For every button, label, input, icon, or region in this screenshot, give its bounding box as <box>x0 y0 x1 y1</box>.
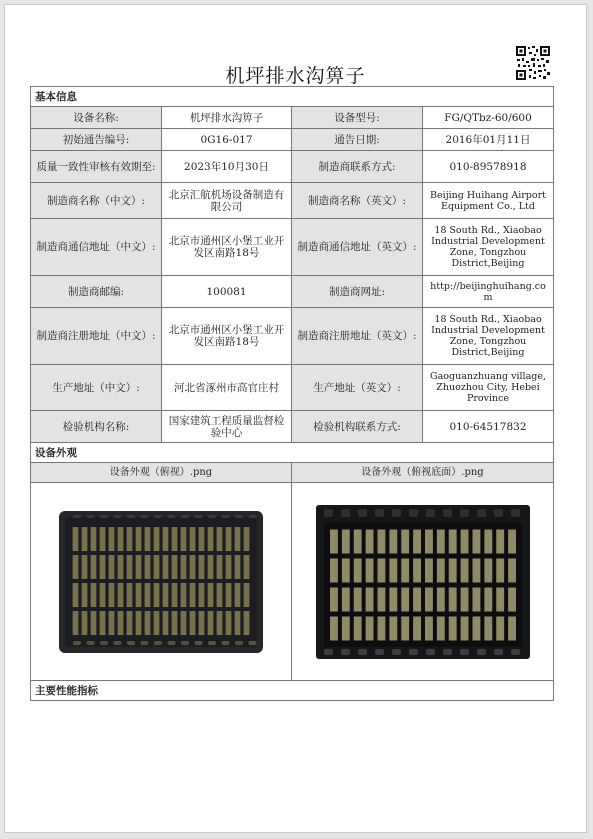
table-row <box>31 151 554 183</box>
value-device-name: 机坪排水沟箅子 <box>162 107 292 129</box>
table-row <box>31 107 554 129</box>
label-manufacturer-name-en: 制造商名称（英文）: <box>292 183 423 219</box>
page-title: 机坪排水沟箅子 <box>225 65 366 87</box>
value-mailing-address-cn: 北京市通州区小堡工业开发区南路18号 <box>162 219 292 276</box>
value-production-address-en: Gaoguanzhuang village, Zhuozhou City, Hebei Province <box>423 365 554 411</box>
label-manufacturer-contact: 制造商联系方式: <box>292 151 423 183</box>
table-row <box>31 308 554 365</box>
value-inspection-agency-contact: 010-64517832 <box>423 411 554 443</box>
section-performance: 主要性能指标 <box>31 681 554 701</box>
value-postal-code: 100081 <box>162 276 292 308</box>
table-row <box>31 276 554 308</box>
caption-bottom-view: 设备外观（俯视底面）.png <box>292 463 554 483</box>
caption-top-view: 设备外观（俯视）.png <box>31 463 292 483</box>
label-production-address-cn: 生产地址（中文）: <box>31 365 162 411</box>
value-manufacturer-contact: 010-89578918 <box>423 151 554 183</box>
value-initial-notice-no: 0G16-017 <box>162 129 292 151</box>
label-inspection-agency: 检验机构名称: <box>31 411 162 443</box>
grate-bottom-view-image <box>310 501 536 663</box>
value-manufacturer-name-en: Beijing Huihang Airport Equipment Co., Ltd <box>423 183 554 219</box>
value-audit-valid-until: 2023年10月30日 <box>162 151 292 183</box>
table-row <box>31 129 554 151</box>
table-row <box>31 411 554 443</box>
label-mailing-address-en: 制造商通信地址（英文）: <box>292 219 423 276</box>
label-notice-date: 通告日期: <box>292 129 423 151</box>
label-production-address-en: 生产地址（英文）: <box>292 365 423 411</box>
value-notice-date: 2016年01月11日 <box>423 129 554 151</box>
value-manufacturer-name-cn: 北京汇航机场设备制造有限公司 <box>162 183 292 219</box>
label-manufacturer-name-cn: 制造商名称（中文）: <box>31 183 162 219</box>
section-basic-info: 基本信息 <box>31 87 554 107</box>
value-mailing-address-en: 18 South Rd., Xiaobao Industrial Development Zone, Tongzhou District,Beijing <box>423 219 554 276</box>
label-device-name: 设备名称: <box>31 107 162 129</box>
value-registered-address-en: 18 South Rd., Xiaobao Industrial Development Zone, Tongzhou District,Beijing <box>423 308 554 365</box>
label-initial-notice-no: 初始通告编号: <box>31 129 162 151</box>
value-production-address-cn: 河北省涿州市高官庄村 <box>162 365 292 411</box>
image-cell-bottom <box>292 483 554 681</box>
label-inspection-agency-contact: 检验机构联系方式: <box>292 411 423 443</box>
spec-table <box>30 86 554 701</box>
label-postal-code: 制造商邮编: <box>31 276 162 308</box>
image-cell-top <box>31 483 292 681</box>
value-inspection-agency: 国家建筑工程质量监督检验中心 <box>162 411 292 443</box>
table-row <box>31 219 554 276</box>
label-registered-address-cn: 制造商注册地址（中文）: <box>31 308 162 365</box>
label-mailing-address-cn: 制造商通信地址（中文）: <box>31 219 162 276</box>
label-device-model: 设备型号: <box>292 107 423 129</box>
section-appearance: 设备外观 <box>31 443 554 463</box>
value-website: http://beijinghuihang.com <box>423 276 554 308</box>
label-website: 制造商网址: <box>292 276 423 308</box>
grate-top-view-image <box>51 507 271 657</box>
label-audit-valid-until: 质量一致性审核有效期至: <box>31 151 162 183</box>
label-registered-address-en: 制造商注册地址（英文）: <box>292 308 423 365</box>
table-row <box>31 365 554 411</box>
value-registered-address-cn: 北京市通州区小堡工业开发区南路18号 <box>162 308 292 365</box>
table-row <box>31 183 554 219</box>
value-device-model: FG/QTbz-60/600 <box>423 107 554 129</box>
